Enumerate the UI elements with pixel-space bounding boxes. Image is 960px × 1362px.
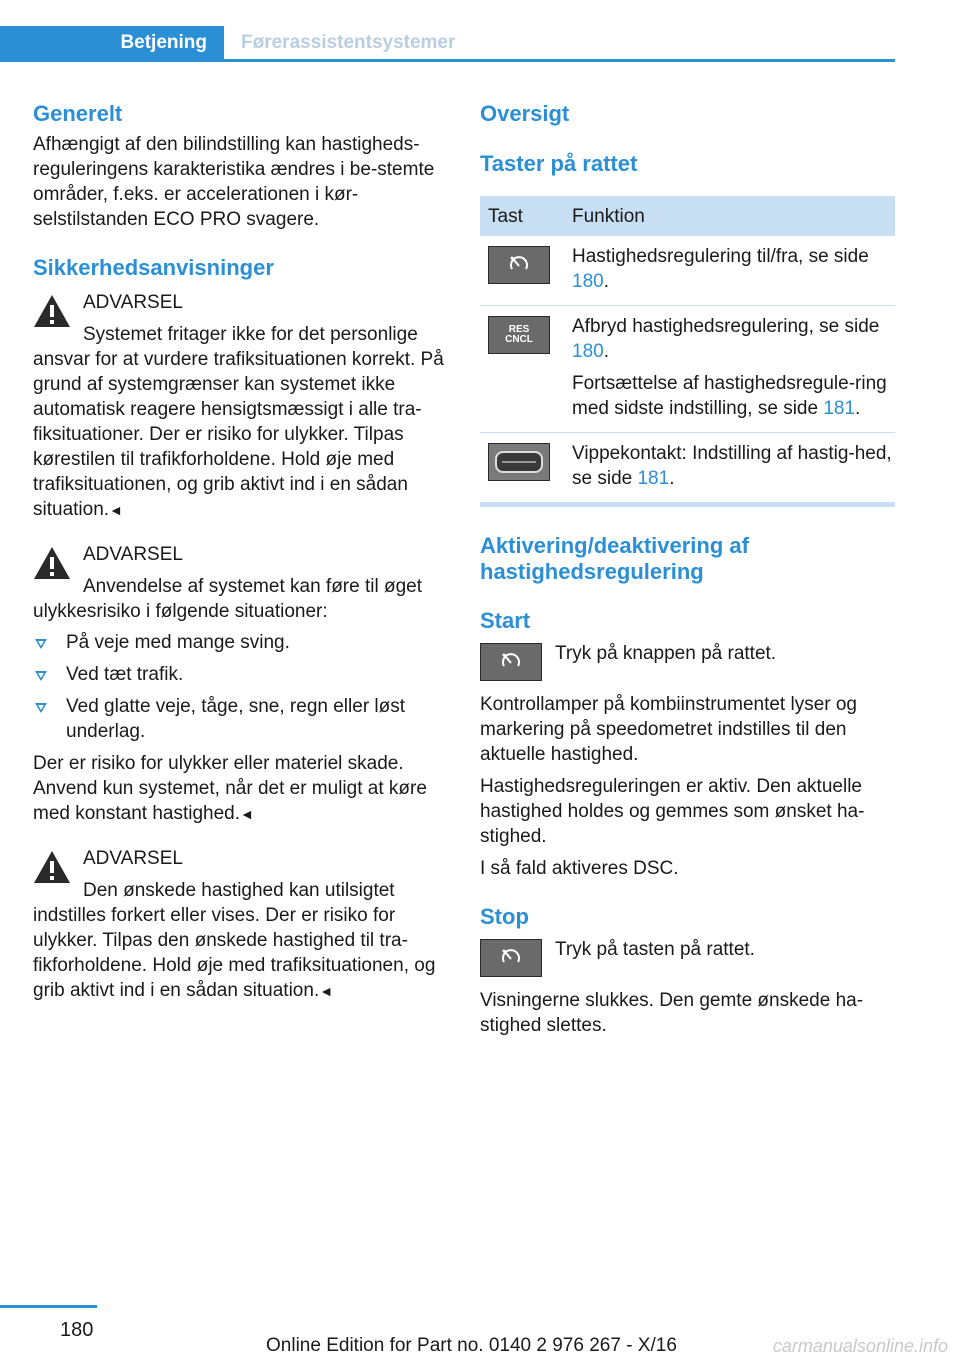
end-mark: ◄ bbox=[319, 983, 334, 999]
warning-text-end bbox=[33, 751, 445, 827]
triangle-bullet-icon bbox=[35, 703, 47, 713]
start-text: Hastighedsreguleringen er aktiv. Den aktuelle hastighed holdes og gemmes som ønsket ha-stighed. bbox=[480, 776, 865, 847]
page-link[interactable]: 181 bbox=[823, 398, 856, 419]
warning-icon bbox=[33, 294, 71, 328]
left-column bbox=[33, 100, 445, 1004]
function-cell bbox=[572, 236, 895, 306]
keys-table bbox=[480, 196, 895, 502]
warning-block bbox=[33, 290, 445, 523]
page-link[interactable]: 181 bbox=[637, 468, 670, 489]
general-text: Afhængigt af den bilindstilling kan hastigheds-reguleringens karakteristika ændres i be-stemte områder, f.eks. er accelerationen i kør-selstilstanden ECO PRO svagere. bbox=[33, 134, 435, 230]
stop-heading: Stop bbox=[480, 904, 529, 929]
step-text: Tryk på tasten på rattet. bbox=[555, 939, 755, 960]
general-heading: Generelt bbox=[33, 101, 123, 126]
stop-text: Visningerne slukkes. Den gemte ønskede ha-stighed slettes. bbox=[480, 990, 864, 1036]
key-cell bbox=[480, 306, 572, 433]
list-item bbox=[33, 694, 445, 744]
warning-title: ADVARSEL bbox=[83, 292, 183, 313]
section-tab: Førerassistentsystemer bbox=[241, 32, 456, 53]
column-header-key: Tast bbox=[480, 196, 572, 236]
function-cell bbox=[572, 433, 895, 503]
table-header-row bbox=[480, 196, 895, 236]
warning-text-body: Der er risiko for ulykker eller materiel skade. Anvend kun systemet, når det er muligt at køre med konstant hastighed. bbox=[33, 753, 427, 824]
step-text: Tryk på knappen på rattet. bbox=[555, 643, 777, 664]
function-text-end: . bbox=[603, 341, 609, 362]
end-mark: ◄ bbox=[109, 502, 123, 518]
right-column bbox=[480, 100, 895, 1038]
table-row bbox=[480, 236, 895, 306]
key-cell bbox=[480, 433, 572, 503]
warning-text-body: indstilles forkert eller vises. Der er risiko for ulykker. Tilpas den ønskede hastighed til tra-fikforholdene. Hold øje med trafiksituationen, og grib aktivt ind i en sådan situation. bbox=[33, 905, 436, 1001]
cruise-control-icon bbox=[480, 939, 542, 977]
key-cell bbox=[480, 236, 572, 306]
function-text-end: . bbox=[669, 468, 675, 489]
start-step bbox=[480, 641, 895, 681]
function-text-end: . bbox=[855, 398, 861, 419]
function-text: Vippekontakt: Indstilling af hastig-hed, se side bbox=[572, 443, 892, 489]
page-number: 180 bbox=[60, 1319, 94, 1341]
keys-heading: Taster på rattet bbox=[480, 151, 638, 176]
warning-text-body: ansvar for at vurdere trafiksituationen korrekt. På grund af systemgrænser kan systemet ikke automatisk reagere hensigtsmæssigt i alle tra-fiksituationer. Der er risiko for ulykker. Tilpas kørestilen til trafikforholdene. Hold øje med trafiksituationen, og grib aktivt ind i en sådan situation. bbox=[33, 349, 444, 520]
warning-title: ADVARSEL bbox=[83, 544, 183, 565]
warning-text: Den ønskede hastighed kan utilsigtet bbox=[83, 880, 395, 901]
footer-divider bbox=[0, 1305, 97, 1308]
cruise-control-icon bbox=[480, 643, 542, 681]
column-header-function: Funktion bbox=[572, 196, 895, 236]
triangle-bullet-icon bbox=[35, 639, 47, 649]
list-item-text: På veje med mange sving. bbox=[66, 632, 290, 653]
warning-text-rest bbox=[33, 903, 445, 1004]
cruise-control-icon bbox=[488, 246, 550, 284]
warning-text-rest: ulykkesrisiko i følgende situationer: bbox=[33, 601, 328, 622]
triangle-bullet-icon bbox=[35, 671, 47, 681]
chapter-tab: Betjening bbox=[0, 26, 224, 62]
table-bottom-rule bbox=[480, 502, 895, 507]
page-link[interactable]: 180 bbox=[572, 271, 604, 292]
function-text: Afbryd hastighedsregulering, se side bbox=[572, 316, 880, 337]
rocker-switch-icon bbox=[488, 443, 550, 481]
list-item-text: Ved tæt trafik. bbox=[66, 664, 184, 685]
function-text-end: . bbox=[603, 271, 609, 292]
start-heading: Start bbox=[480, 608, 531, 633]
warning-title: ADVARSEL bbox=[83, 848, 183, 869]
function-text: Hastighedsregulering til/fra, se side bbox=[572, 246, 869, 267]
warning-icon bbox=[33, 850, 71, 884]
warning-icon bbox=[33, 546, 71, 580]
res-cncl-icon bbox=[488, 316, 550, 354]
table-row bbox=[480, 306, 895, 433]
situation-list bbox=[33, 630, 445, 744]
header-divider bbox=[0, 59, 895, 62]
table-row bbox=[480, 433, 895, 503]
warning-text-rest bbox=[33, 347, 445, 523]
overview-heading: Oversigt bbox=[480, 101, 570, 126]
page-link[interactable]: 180 bbox=[572, 341, 604, 362]
edition-text: Online Edition for Part no. 0140 2 976 267 - X/16 bbox=[266, 1335, 677, 1356]
warning-block bbox=[33, 846, 445, 1004]
list-item bbox=[33, 630, 445, 655]
watermark: carmanualsonline.info bbox=[772, 1336, 948, 1356]
list-item-text: Ved glatte veje, tåge, sne, regn eller løst underlag. bbox=[66, 696, 406, 742]
activation-heading: Aktivering/deaktivering af hastighedsregulering bbox=[480, 533, 749, 584]
warning-text: Anvendelse af systemet kan føre til øget bbox=[83, 576, 422, 597]
icon-label: CNCL bbox=[505, 334, 533, 345]
start-text: I så fald aktiveres DSC. bbox=[480, 858, 679, 879]
warning-text: Systemet fritager ikke for det personlige bbox=[83, 324, 418, 345]
page-header bbox=[0, 26, 895, 62]
function-text: Fortsættelse af hastighedsregule-ring med sidste indstilling, se side bbox=[572, 373, 887, 419]
end-mark: ◄ bbox=[240, 806, 254, 822]
icon-label: RES bbox=[508, 324, 530, 335]
function-cell bbox=[572, 306, 895, 433]
start-text: Kontrollamper på kombiinstrumentet lyser og markering på speedometret indstilles til den aktuelle hastighed. bbox=[480, 694, 858, 765]
stop-step bbox=[480, 937, 895, 977]
list-item bbox=[33, 662, 445, 687]
safety-heading: Sikkerhedsanvisninger bbox=[33, 255, 274, 280]
warning-block bbox=[33, 542, 445, 827]
